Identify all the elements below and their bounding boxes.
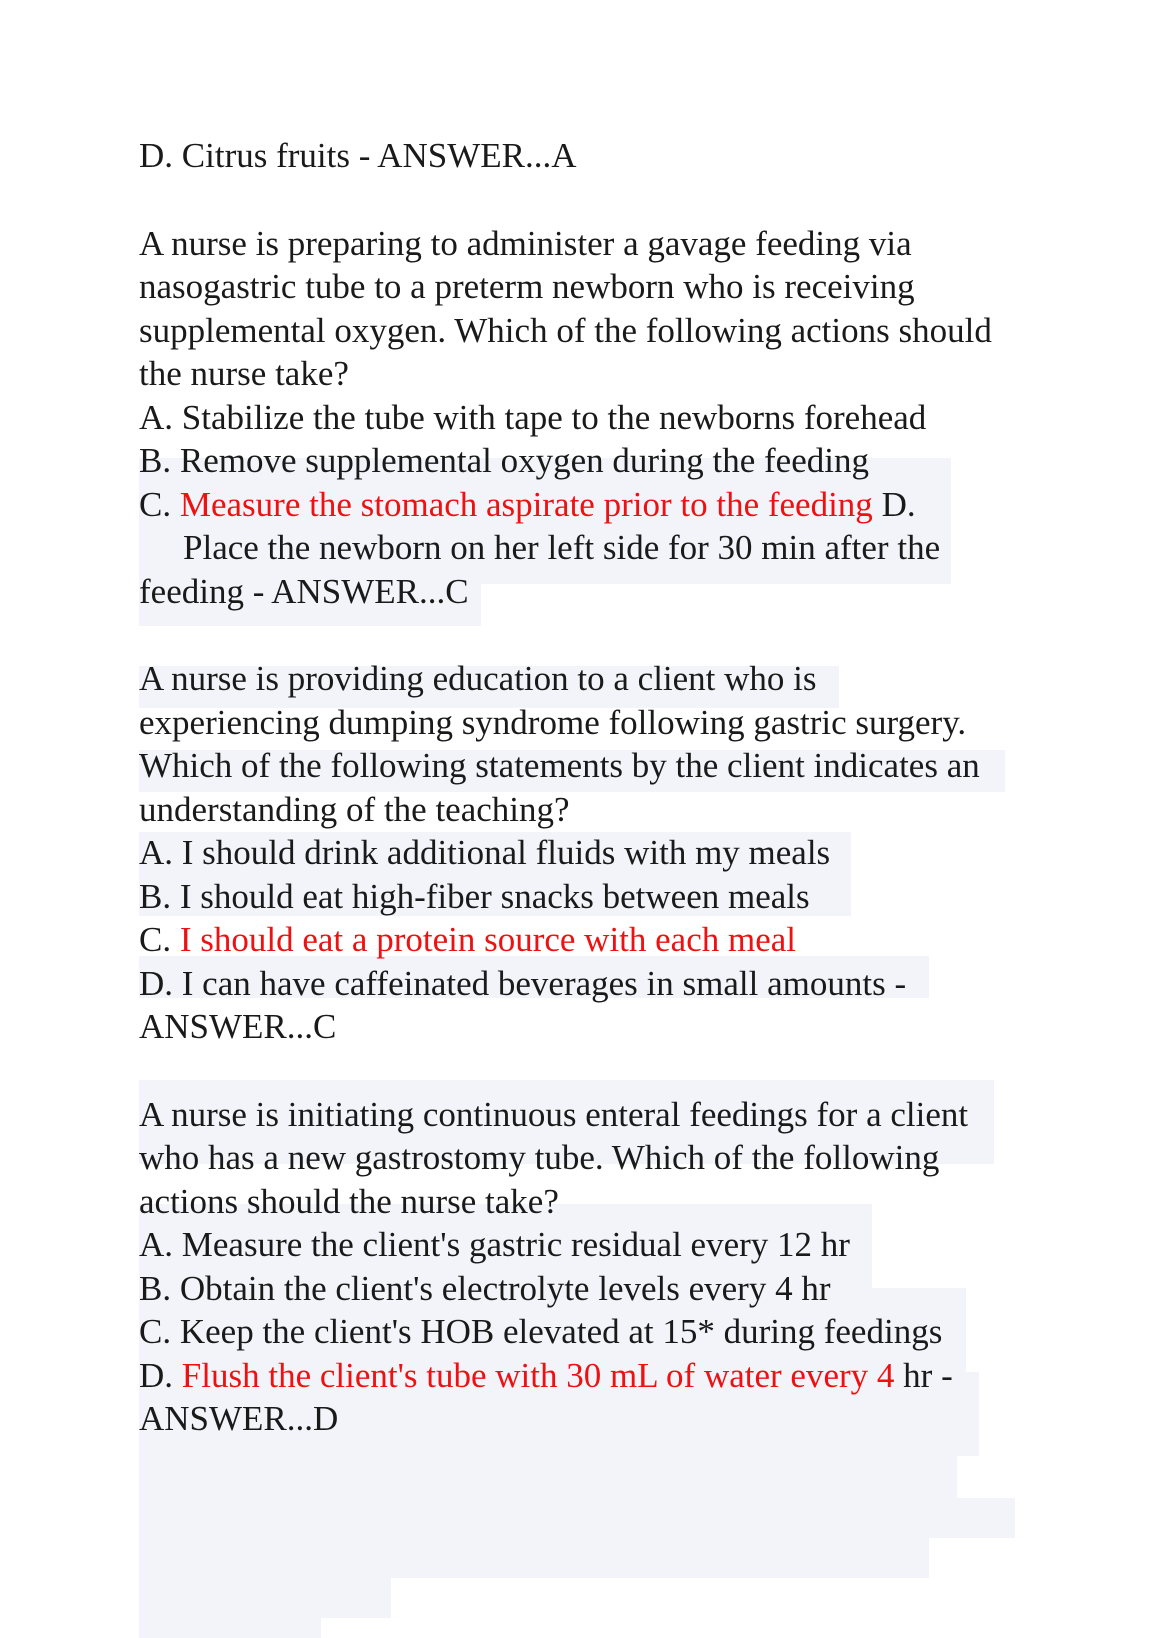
question-stem-line: nasogastric tube to a preterm newborn who is receiving [139, 267, 915, 306]
question-gavage-feeding [139, 222, 1039, 614]
shaded-region [139, 1538, 929, 1578]
option-c: C. Keep the client's HOB elevated at 15* during feedings [139, 1312, 943, 1351]
option-d-prefix: D. [872, 484, 916, 524]
option-c [139, 483, 1039, 527]
correct-answer-text: I should eat a protein source with each meal [179, 920, 797, 959]
option-b: B. I should eat high-fiber snacks between meals [139, 876, 810, 916]
previous-answer-line: D. Citrus fruits - ANSWER...A [139, 136, 577, 175]
option-c-prefix: C. [139, 484, 180, 524]
paragraph-gap [139, 613, 1039, 657]
paragraph-gap [139, 178, 1039, 222]
option-d: Place the newborn on her left side for 30 min after the [183, 528, 941, 567]
answer-line: ANSWER...C [139, 1007, 337, 1046]
question-dumping-syndrome [139, 657, 1039, 1049]
option-c-prefix: C. [139, 920, 180, 959]
question-stem-line: experiencing dumping syndrome following gastric surgery. [139, 702, 967, 742]
paragraph-gap [139, 1049, 1039, 1093]
document-page [139, 134, 1039, 1441]
question-stem-line: Which of the following statements by the client indicates an [139, 746, 980, 785]
question-stem-line: understanding of the teaching? [139, 789, 570, 829]
option-b: B. Remove supplemental oxygen during the feeding [139, 441, 869, 480]
option-d [139, 1354, 1039, 1398]
answer-line: ANSWER...D [139, 1399, 339, 1438]
question-stem-line: A nurse is providing education to a client who is [139, 659, 817, 698]
answer-line: feeding - ANSWER...C [139, 571, 469, 611]
shaded-region [139, 1456, 957, 1498]
question-stem-line: the nurse take? [139, 354, 349, 393]
option-d-prefix: D. [139, 1355, 182, 1395]
shaded-region [139, 1498, 1015, 1538]
option-a: A. Measure the client's gastric residual every 12 hr [139, 1225, 850, 1264]
question-stem-line: A nurse is preparing to administer a gavage feeding via [139, 223, 912, 263]
option-a: A. I should drink additional fluids with my meals [139, 833, 831, 872]
question-stem-line: actions should the nurse take? [139, 1181, 559, 1221]
question-stem-line: A nurse is initiating continuous enteral feedings for a client [139, 1094, 969, 1134]
option-a: A. Stabilize the tube with tape to the newborns forehead [139, 397, 927, 437]
option-b: B. Obtain the client's electrolyte levels every 4 hr [139, 1268, 831, 1308]
question-stem-line: supplemental oxygen. Which of the following actions should [139, 310, 992, 350]
correct-answer-text: Flush the client's tube with 30 mL of water every 4 [181, 1355, 895, 1395]
question-enteral-feeding [139, 1093, 1039, 1441]
shaded-region [139, 1578, 391, 1618]
shaded-region [139, 1618, 321, 1638]
option-c [139, 918, 1039, 962]
option-d-suffix: hr - [894, 1355, 953, 1395]
option-d: D. I can have caffeinated beverages in small amounts - [139, 963, 907, 1003]
correct-answer-text: Measure the stomach aspirate prior to the feeding [179, 484, 873, 524]
question-stem-line: who has a new gastrostomy tube. Which of the following [139, 1138, 940, 1177]
